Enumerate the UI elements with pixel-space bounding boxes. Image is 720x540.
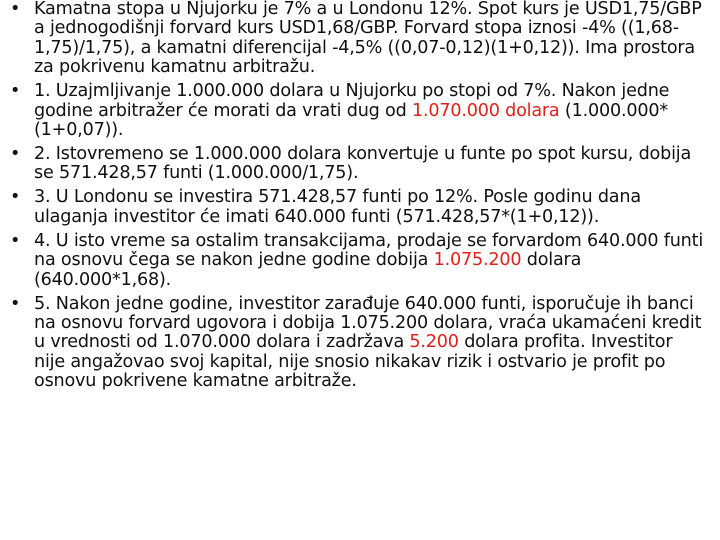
bullet-step-5	[10, 295, 706, 392]
highlight-debt-amount: 1.070.000 dolara	[411, 100, 560, 121]
bullet-text: 5. Nakon jedne godine, investitor zarađuje 640.000 funti, isporučuje ih banci na osnovu forvard ugovora i dobija 1.075.200 dolara, vraća ukamaćeni kredit u vrednosti od 1.070.000 dolara i zadržava	[34, 293, 702, 353]
bullet-text: 4. U isto vreme sa ostalim transakcijama, prodaje se forvardom 640.000 funti na osnovu čega se nakon jedne godine dobija	[34, 230, 704, 271]
bullet-step-3	[10, 188, 706, 227]
bullet-dot-icon: •	[10, 144, 21, 165]
bullet-dot-icon: •	[10, 293, 21, 314]
bullet-step-4	[10, 232, 706, 290]
bullet-text: dolara profita. Investitor nije angažovao svoj kapital, nije snosio nikakav rizik i ostvario je profit po osnovu pokrivene kamatne arbitraže.	[34, 332, 673, 392]
bullet-text: 3. U Londonu se investira 571.428,57 funti po 12%. Posle godinu dana ulaganja investitor će imati 640.000 funti (571.428,57*(1+0,12)).	[34, 187, 641, 227]
bullet-list	[10, 0, 706, 392]
bullet-dot-icon: •	[10, 0, 21, 19]
bullet-step-2	[10, 145, 706, 184]
bullet-intro	[10, 0, 706, 78]
bullet-dot-icon: •	[10, 187, 21, 208]
bullet-dot-icon: •	[10, 230, 21, 251]
bullet-text: Kamatna stopa u Njujorku je 7% a u Londonu 12%. Spot kurs je USD1,75/GBP a jednogodišnji forvard kurs USD1,68/GBP. Forvard stopa iznosi -4% ((1,68-1,75)/1,75), a kamatni diferencijal -4,5% ((0,07-0,12)(1+0,12)). Ima prostora za pokrivenu kamatnu arbitražu.	[34, 0, 702, 78]
bullet-dot-icon: •	[10, 81, 21, 102]
highlight-forward-proceeds: 1.075.200	[433, 250, 522, 271]
bullet-text: 2. Istovremeno se 1.000.000 dolara konvertuje u funte po spot kursu, dobija se 571.428,57 funti (1.000.000/1,75).	[34, 144, 692, 184]
highlight-profit: 5.200	[409, 332, 459, 353]
bullet-text: (1.000.000*(1+0,07)).	[34, 100, 668, 141]
bullet-text: dolara (640.000*1,68).	[34, 250, 582, 290]
bullet-step-1	[10, 82, 706, 140]
bullet-text: 1. Uzajmljivanje 1.000.000 dolara u Njujorku po stopi od 7%. Nakon jedne godine arbitražer će morati da vrati dug od	[34, 81, 670, 121]
